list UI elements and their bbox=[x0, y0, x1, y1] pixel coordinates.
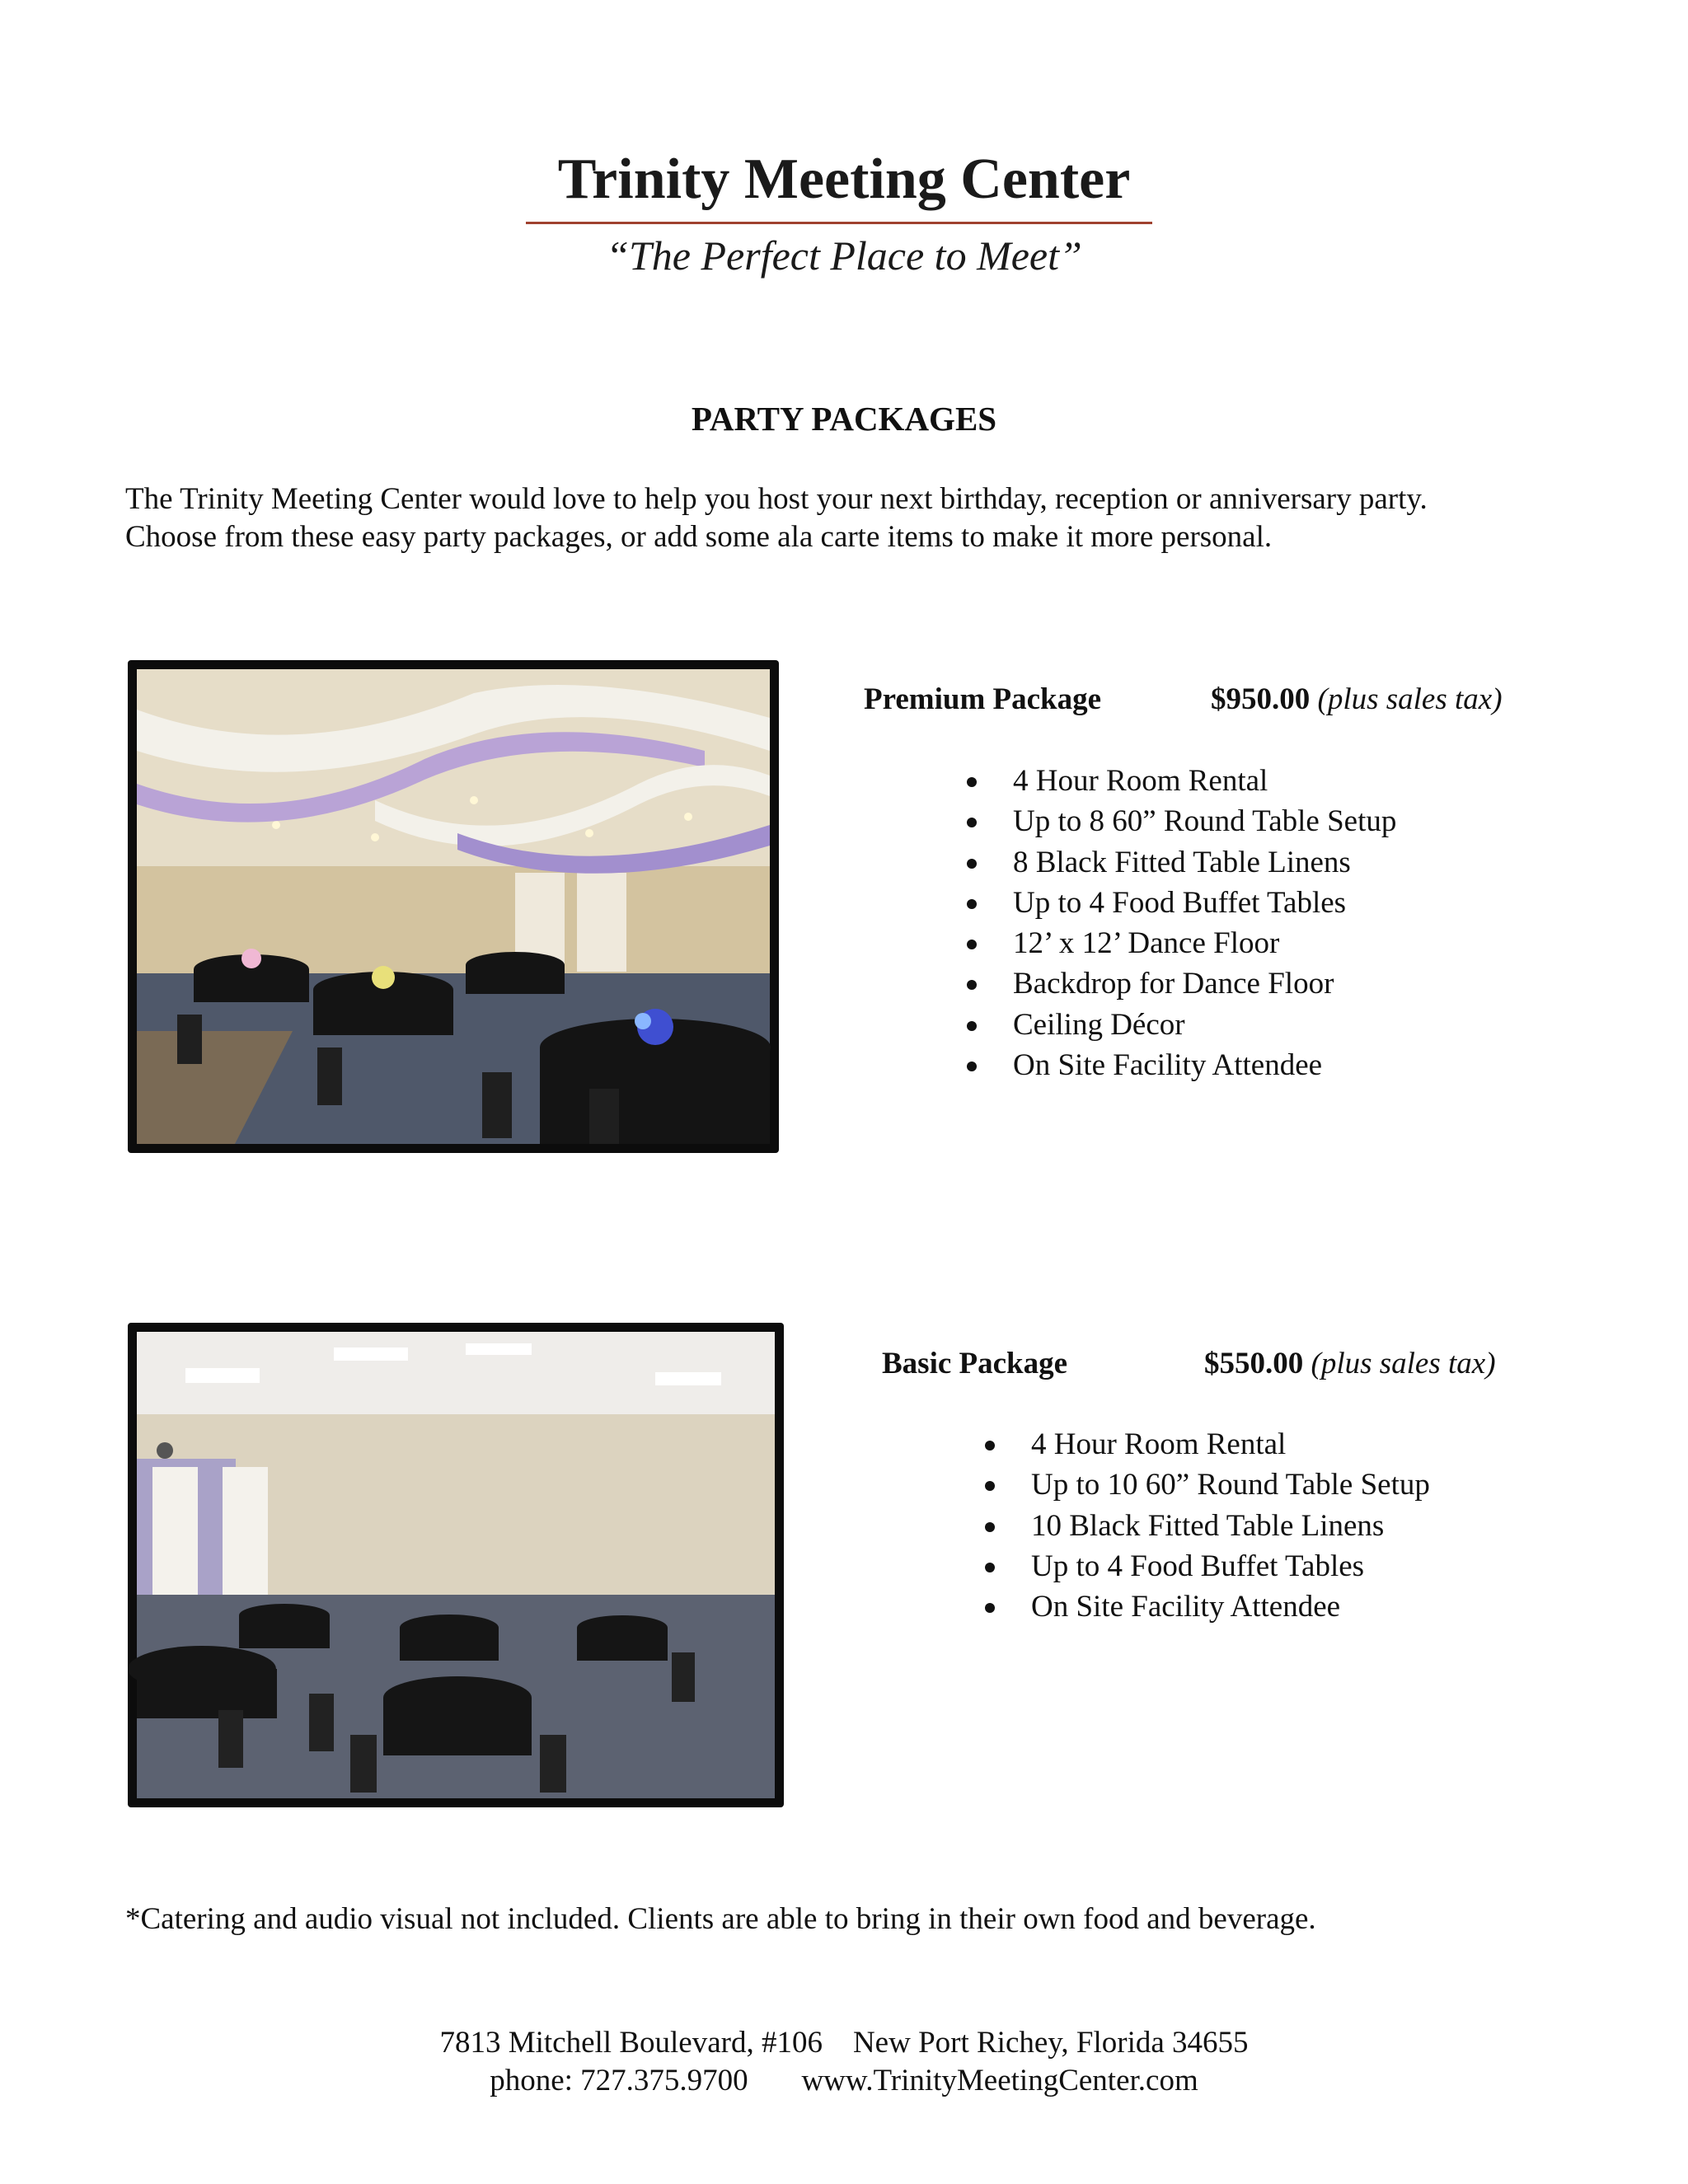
premium-package-name: Premium Package bbox=[864, 682, 1102, 716]
list-item: Ceiling Décor bbox=[967, 1005, 1396, 1045]
premium-price-note: (plus sales tax) bbox=[1317, 682, 1503, 716]
list-item: 12’ x 12’ Dance Floor bbox=[967, 923, 1396, 963]
basic-price-note: (plus sales tax) bbox=[1311, 1347, 1496, 1380]
basic-package-name: Basic Package bbox=[882, 1347, 1068, 1380]
footer-address-line bbox=[0, 2024, 1688, 2062]
premium-price-amount: $950.00 bbox=[1211, 682, 1311, 716]
footer-city: New Port Richey, Florida 34655 bbox=[852, 2026, 1249, 2060]
basic-room-photo bbox=[128, 1323, 784, 1807]
list-item: On Site Facility Attendee bbox=[967, 1045, 1396, 1085]
footer-contact-line bbox=[0, 2062, 1688, 2100]
list-item: 4 Hour Room Rental bbox=[985, 1424, 1430, 1465]
list-item: Up to 10 60” Round Table Setup bbox=[985, 1465, 1430, 1505]
brand-tagline: “The Perfect Place to Meet” bbox=[606, 232, 1082, 279]
section-heading: PARTY PACKAGES bbox=[691, 400, 997, 438]
list-item: Up to 4 Food Buffet Tables bbox=[967, 883, 1396, 923]
list-item: Backdrop for Dance Floor bbox=[967, 963, 1396, 1004]
intro-text-line-1: The Trinity Meeting Center would love to help you host your next birthday, reception or anniversary party. bbox=[125, 482, 1428, 516]
list-item: On Site Facility Attendee bbox=[985, 1586, 1430, 1627]
basic-package-features bbox=[985, 1424, 1430, 1627]
catering-note: *Catering and audio visual not included. Clients are able to bring in their own food and beverage. bbox=[125, 1902, 1316, 1936]
list-item: Up to 8 60” Round Table Setup bbox=[967, 801, 1396, 841]
brand-divider bbox=[526, 222, 1152, 224]
premium-room-photo bbox=[128, 660, 779, 1153]
intro-text-line-2: Choose from these easy party packages, or add some ala carte items to make it more personal. bbox=[125, 520, 1273, 554]
basic-price-amount: $550.00 bbox=[1204, 1347, 1304, 1380]
list-item: 8 Black Fitted Table Linens bbox=[967, 842, 1396, 883]
basic-package-price bbox=[1204, 1345, 1496, 1383]
footer-address: 7813 Mitchell Boulevard, #106 bbox=[439, 2026, 823, 2060]
brand-title: Trinity Meeting Center bbox=[557, 148, 1131, 211]
footer-phone: phone: 727.375.9700 bbox=[490, 2064, 748, 2097]
premium-package-features bbox=[967, 761, 1396, 1085]
list-item: 10 Black Fitted Table Linens bbox=[985, 1506, 1430, 1546]
list-item: 4 Hour Room Rental bbox=[967, 761, 1396, 801]
list-item: Up to 4 Food Buffet Tables bbox=[985, 1546, 1430, 1586]
footer-website-link[interactable]: www.TrinityMeetingCenter.com bbox=[801, 2064, 1198, 2097]
premium-package-price bbox=[1211, 681, 1503, 719]
